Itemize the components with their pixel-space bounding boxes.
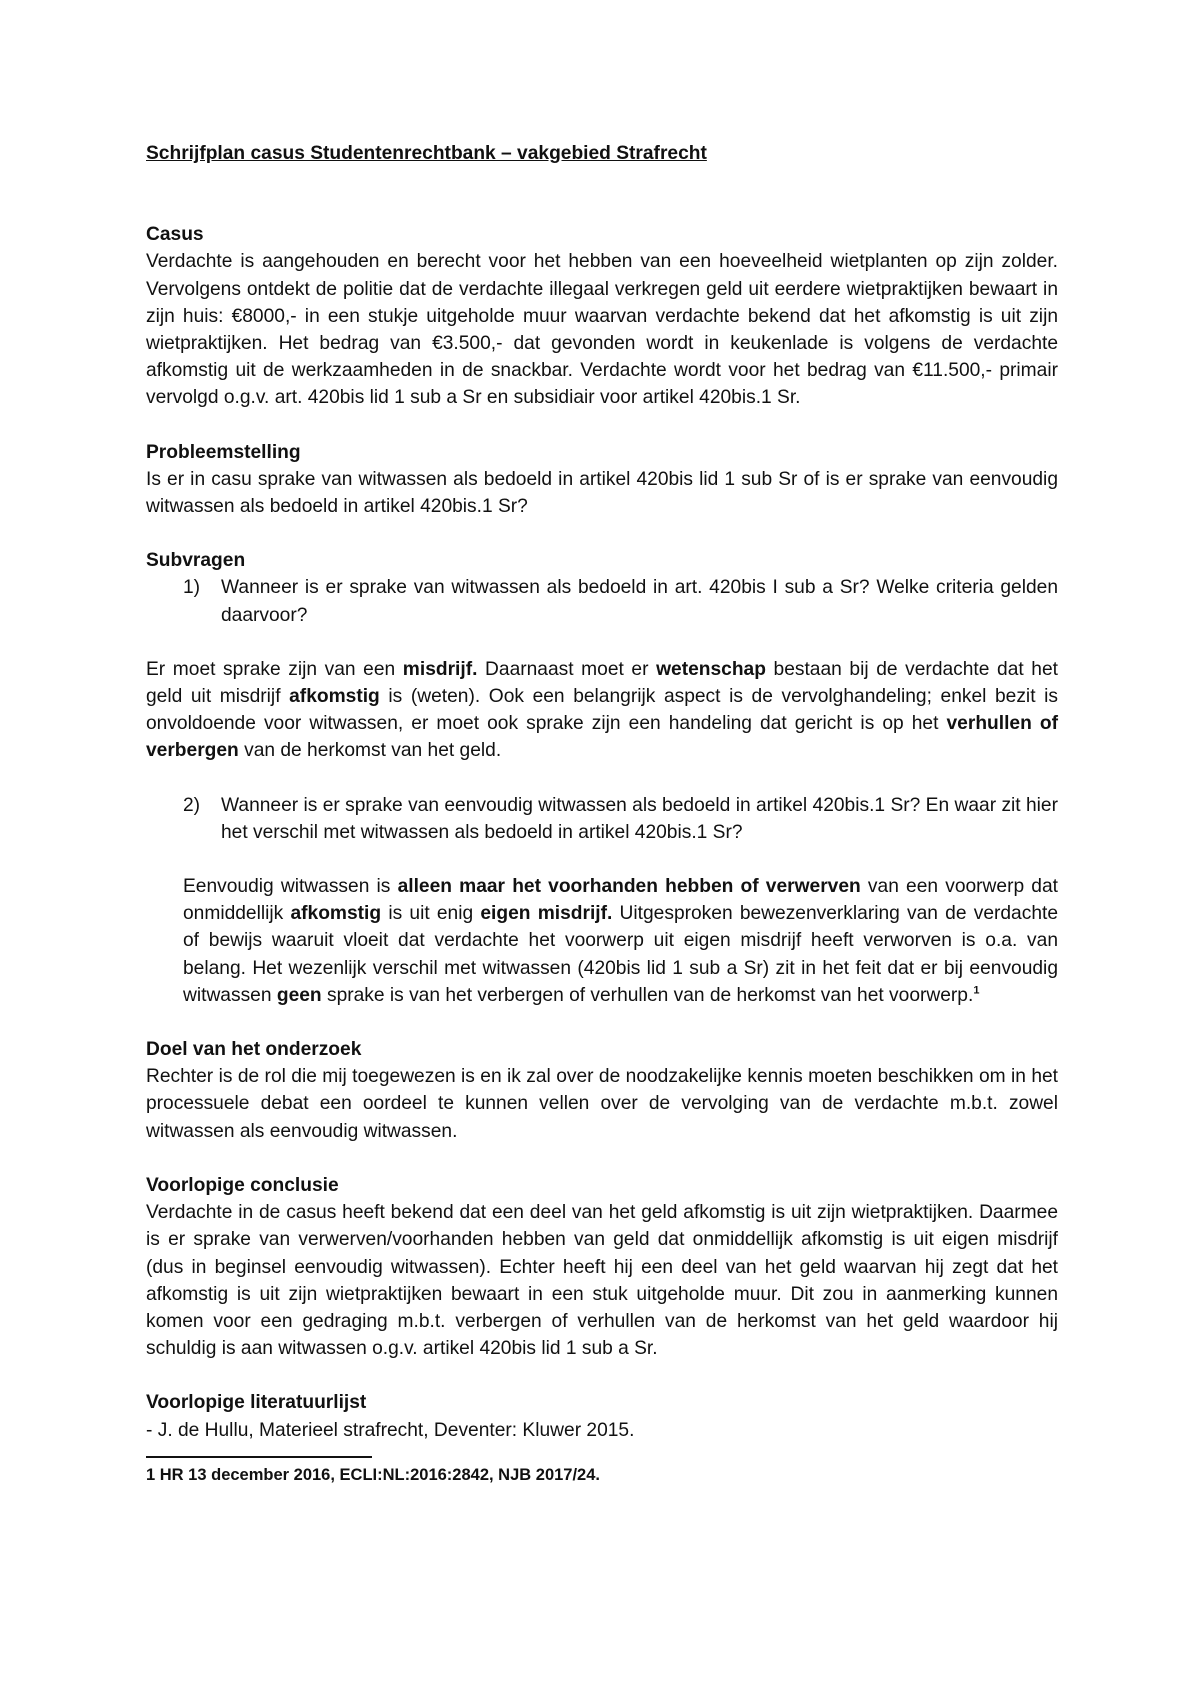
footnote-text: 1 HR 13 december 2016, ECLI:NL:2016:2842, NJB 2017/24. <box>146 1465 600 1484</box>
subvraag-1 <box>183 574 1058 628</box>
literatuur-heading: Voorlopige literatuurlijst <box>146 1392 367 1414</box>
probleemstelling-text: Is er in casu sprake van witwassen als bedoeld in artikel 420bis lid 1 sub Sr of is er sprake van eenvoudig witwassen als bedoeld in artikel 420bis.1 Sr? <box>146 468 1058 518</box>
section-subvragen <box>146 547 1058 1009</box>
subvraag-1-text: Wanneer is er sprake van witwassen als bedoeld in art. 420bis I sub a Sr? Welke criteria gelden daarvoor? <box>221 577 1058 626</box>
subvraag-2-text: Wanneer is er sprake van eenvoudig witwassen als bedoeld in artikel 420bis.1 Sr? En waar zit hier het verschil met witwassen als bedoeld in artikel 420bis.1 Sr? <box>221 794 1058 843</box>
section-literatuur <box>146 1389 1058 1443</box>
section-probleemstelling <box>146 439 1058 521</box>
casus-text: Verdachte is aangehouden en berecht voor het hebben van een hoeveelheid wietplanten op zijn zolder. Vervolgens ontdekt de politie dat de verdachte illegaal verkregen geld uit eerdere wietpraktijken bewaart in zijn huis: €8000,- in een stukje uitgeholde muur waarvan verdachte bekend dat het afkomstig is uit zijn wietpraktijken. Het bedrag van €3.500,- dat gevonden wordt in keukenlade is volgens de verdachte afkomstig uit de werkzaamheden in de snackbar. Verdachte wordt voor het bedrag van €11.500,- primair vervolgd o.g.v. art. 420bis lid 1 sub a Sr en subsidiair voor artikel 420bis.1 Sr. <box>146 251 1058 409</box>
doel-text: Rechter is de rol die mij toegewezen is en ik zal over de noodzakelijke kennis moeten beschikken om in het processuele debat een oordeel te kunnen vellen over de vervolging van de verdachte m.b.t. zowel witwassen als eenvoudig witwassen. <box>146 1066 1058 1142</box>
conclusie-heading: Voorlopige conclusie <box>146 1174 339 1196</box>
subvragen-heading: Subvragen <box>146 550 246 572</box>
casus-heading: Casus <box>146 224 204 246</box>
conclusie-text: Verdachte in de casus heeft bekend dat een deel van het geld afkomstig is uit zijn wietpraktijken. Daarmee is er sprake van verwerven/voorhanden hebben van geld dat onmiddellijk afkomstig is uit eigen misdrijf (dus in beginsel eenvoudig witwassen). Echter heeft hij een deel van het geld waarvan hij zegt dat het afkomstig is uit zijn wietpraktijken bewaart in een stuk uitgeholde muur. Dit zou in aanmerking kunnen komen voor een gedraging m.b.t. verbergen of verhullen van de herkomst van het geld waardoor hij schuldig is aan witwassen o.g.v. artikel 420bis lid 1 sub a Sr. <box>146 1202 1058 1360</box>
footnote-reference[interactable]: 1 <box>973 984 980 997</box>
subvraag-2-number: 2) <box>183 794 201 816</box>
literatuur-item: - J. de Hullu, Materieel strafrecht, Deventer: Kluwer 2015. <box>146 1419 635 1441</box>
subvraag-1-number: 1) <box>183 577 201 599</box>
document-title: Schrijfplan casus Studentenrechtbank – vakgebied Strafrecht <box>146 143 707 164</box>
probleemstelling-heading: Probleemstelling <box>146 441 301 463</box>
doel-heading: Doel van het onderzoek <box>146 1039 362 1061</box>
subvraag-2-answer: Eenvoudig witwassen is alleen maar het voorhanden hebben of verwerven van een voorwerp dat onmiddellijk afkomstig is uit enig eigen misdrijf. Uitgesproken bewezenverklaring van de verdachte of bewijs waaruit vloeit dat verdachte het voorwerp uit eigen misdrijf heeft verworven is o.a. van belang. Het wezenlijk verschil met witwassen (420bis lid 1 sub a Sr) zit in het feit dat er bij eenvoudig witwassen geen sprake is van het verbergen of verhullen van de herkomst van het voorwerp.$^1$ <box>183 876 1058 1006</box>
subvraag-2 <box>183 792 1058 846</box>
subvraag-1-answer: Er moet sprake zijn van een misdrijf. Daarnaast moet er wetenschap bestaan bij de verdachte dat het geld uit misdrijf afkomstig is (weten). Ook een belangrijk aspect is de vervolghandeling; enkel bezit is onvoldoende voor witwassen, er moet ook sprake zijn een handeling dat gericht is op het verhullen of verbergen van de herkomst van het geld. <box>146 658 1058 762</box>
section-conclusie <box>146 1172 1058 1362</box>
document-page <box>146 140 1058 1489</box>
section-casus <box>146 221 1058 411</box>
footnote-divider <box>146 1456 372 1458</box>
section-doel <box>146 1036 1058 1145</box>
